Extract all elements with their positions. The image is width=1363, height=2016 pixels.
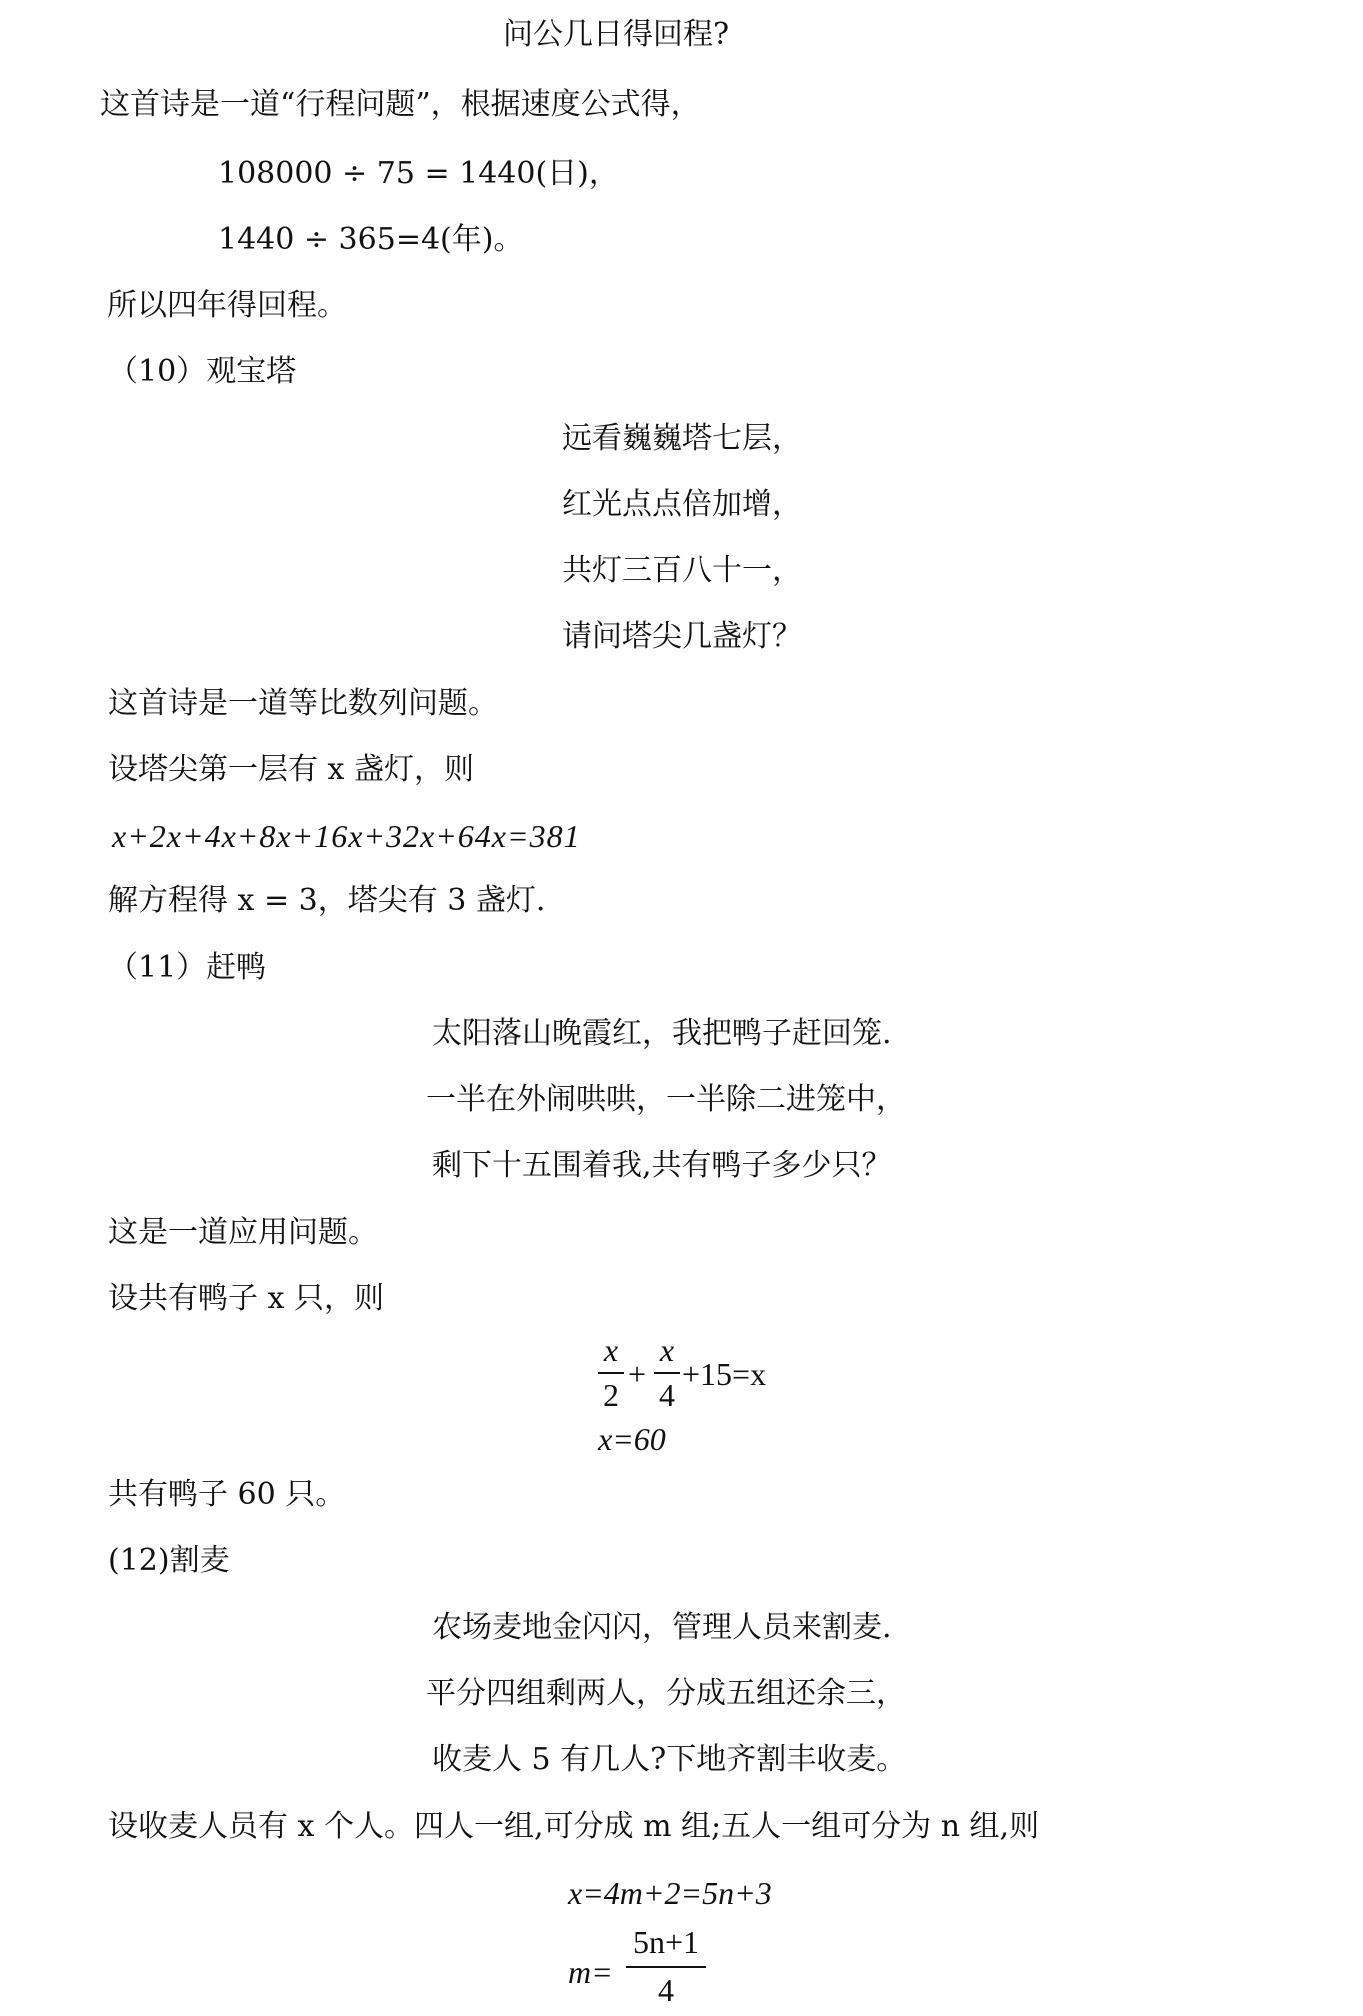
equation: x+2x+4x+8x+16x+32x+64x=381 <box>112 818 581 854</box>
fraction-equation <box>568 1924 728 2008</box>
poem-line: 剩下十五围着我,共有鸭子多少只？ <box>432 1148 892 1183</box>
section-heading: （10）观宝塔 <box>108 354 297 389</box>
denominator: 2 <box>603 1377 619 1413</box>
fraction-equation <box>598 1332 798 1412</box>
poem-line: 平分四组剩两人，分成五组还余三， <box>426 1676 906 1711</box>
poem-line: 太阳落山晚霞红，我把鸭子赶回笼. <box>432 1016 892 1051</box>
equation: x=4m+2=5n+3 <box>568 1875 772 1911</box>
poem-line: 请问塔尖几盏灯？ <box>562 619 802 654</box>
poem-line: 共灯三百八十一， <box>562 553 802 588</box>
text-line: 这是一道应用问题。 <box>108 1215 378 1250</box>
text-line: 设共有鸭子 x 只，则 <box>108 1281 384 1316</box>
plus-sign: + <box>628 1356 647 1392</box>
equation-lhs: m= <box>568 1954 613 1990</box>
text-line: 共有鸭子 60 只。 <box>108 1477 346 1512</box>
text-line: 这首诗是一道等比数列问题。 <box>108 686 498 721</box>
formula-line: 1440 ÷ 365=4(年)。 <box>218 222 524 257</box>
fraction-bar <box>626 1966 706 1968</box>
text-line: 问公几日得回程? <box>503 17 730 52</box>
section-heading: （11）赶鸭 <box>108 950 267 985</box>
numerator: x <box>603 1332 619 1368</box>
poem-line: 红光点点倍加增， <box>562 487 802 522</box>
fraction <box>626 1924 706 2008</box>
equation-rest: +15=x <box>682 1356 767 1392</box>
numerator: 5n+1 <box>632 1924 700 1960</box>
fraction-bar <box>598 1372 624 1374</box>
fraction <box>654 1332 680 1412</box>
section-heading: (12)割麦 <box>108 1543 230 1578</box>
poem-line: 远看巍巍塔七层， <box>562 421 802 456</box>
poem-line: 农场麦地金闪闪，管理人员来割麦. <box>432 1610 892 1645</box>
fraction <box>598 1332 624 1412</box>
formula-line: 108000 ÷ 75 = 1440(日)， <box>218 156 619 191</box>
denominator: 4 <box>659 1377 675 1413</box>
text-line: 解方程得 x = 3，塔尖有 3 盏灯. <box>108 883 546 918</box>
text-line: 这首诗是一道“行程问题”，根据速度公式得， <box>100 87 701 122</box>
fraction-bar <box>654 1372 680 1374</box>
text-line: 设收麦人员有 x 个人。四人一组,可分成 m 组;五人一组可分为 n 组,则 <box>108 1809 1040 1844</box>
numerator: x <box>659 1332 675 1368</box>
denominator: 4 <box>658 1972 674 2008</box>
equation: x=60 <box>598 1421 666 1457</box>
poem-line: 一半在外闹哄哄，一半除二进笼中， <box>426 1082 906 1117</box>
poem-line: 收麦人 5 有几人?下地齐割丰收麦。 <box>432 1742 907 1777</box>
text-line: 设塔尖第一层有 x 盏灯，则 <box>108 752 474 787</box>
text-line: 所以四年得回程。 <box>107 288 347 323</box>
